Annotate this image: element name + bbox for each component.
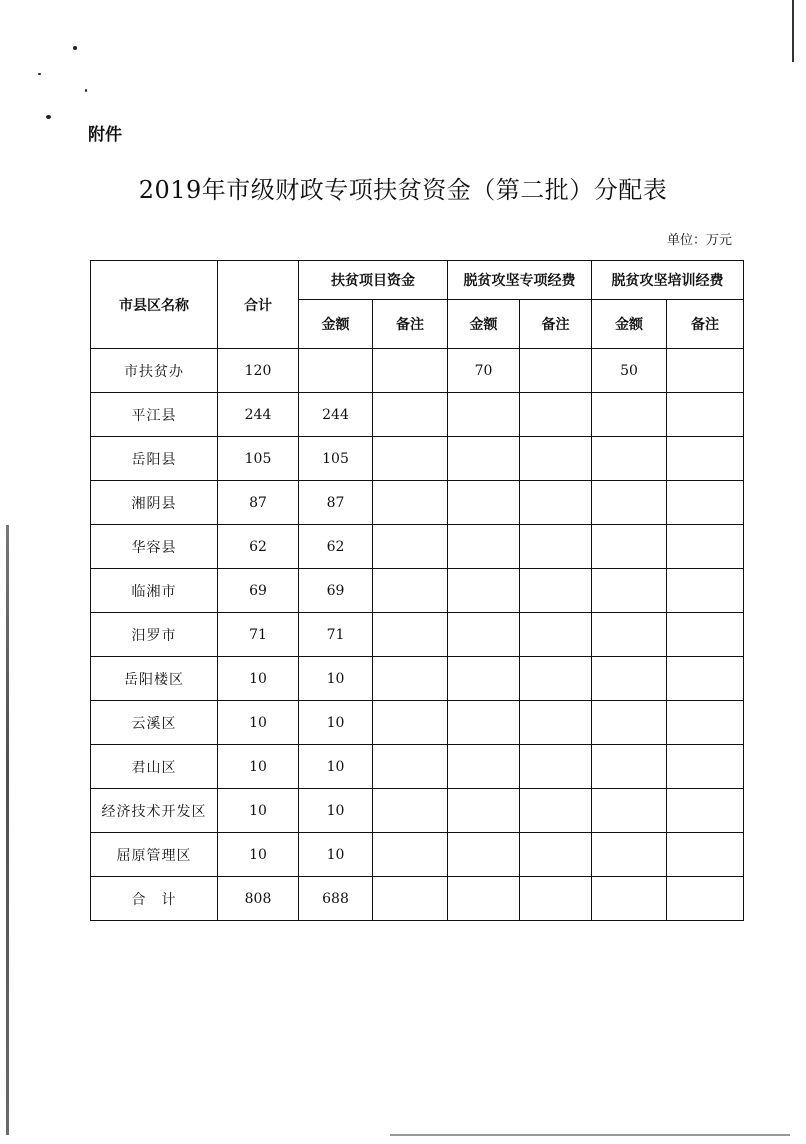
cell-total: 10	[218, 701, 299, 745]
cell-total: 120	[218, 349, 299, 393]
cell-training-remark	[667, 481, 744, 525]
table-row	[91, 349, 744, 393]
cell-project-remark	[373, 393, 448, 437]
cell-special-amount	[448, 481, 520, 525]
scan-speck	[85, 89, 87, 92]
table-row	[91, 481, 744, 525]
cell-district-name: 平江县	[91, 393, 218, 437]
cell-special-amount	[448, 745, 520, 789]
cell-special-remark	[520, 613, 592, 657]
cell-project-remark	[373, 745, 448, 789]
table-row	[91, 701, 744, 745]
cell-special-remark	[520, 393, 592, 437]
table-row	[91, 613, 744, 657]
header-remark: 备注	[520, 300, 592, 349]
header-amount: 金额	[448, 300, 520, 349]
cell-training-remark	[667, 349, 744, 393]
table-row	[91, 437, 744, 481]
scan-edge-bottom	[390, 1134, 790, 1136]
cell-project-remark	[373, 481, 448, 525]
cell-training-amount	[592, 569, 667, 613]
cell-project-amount: 10	[299, 833, 373, 877]
cell-district-name: 汨罗市	[91, 613, 218, 657]
allocation-table	[90, 260, 744, 921]
header-special-funds: 脱贫攻坚专项经费	[448, 261, 592, 300]
header-district: 市县区名称	[91, 261, 218, 349]
cell-project-amount: 244	[299, 393, 373, 437]
cell-total: 244	[218, 393, 299, 437]
cell-project-remark	[373, 701, 448, 745]
scan-edge-right	[792, 0, 794, 62]
cell-project-remark	[373, 789, 448, 833]
cell-special-remark	[520, 789, 592, 833]
table-row	[91, 789, 744, 833]
cell-training-remark	[667, 525, 744, 569]
cell-special-remark	[520, 525, 592, 569]
cell-special-remark	[520, 701, 592, 745]
cell-training-remark	[667, 393, 744, 437]
page-title: 2019年市级财政专项扶贫资金（第二批）分配表	[138, 176, 668, 204]
cell-project-amount: 62	[299, 525, 373, 569]
cell-project-remark	[373, 657, 448, 701]
cell-special-amount	[448, 657, 520, 701]
cell-project-amount: 688	[299, 877, 373, 921]
cell-special-amount	[448, 393, 520, 437]
cell-training-amount	[592, 745, 667, 789]
cell-training-amount	[592, 877, 667, 921]
cell-special-remark	[520, 877, 592, 921]
cell-special-remark	[520, 745, 592, 789]
cell-total: 808	[218, 877, 299, 921]
cell-district-name: 屈原管理区	[91, 833, 218, 877]
cell-special-amount	[448, 789, 520, 833]
cell-project-amount: 10	[299, 789, 373, 833]
table-row	[91, 833, 744, 877]
cell-district-name: 经济技术开发区	[91, 789, 218, 833]
attachment-label: 附件	[88, 125, 122, 145]
table-row	[91, 745, 744, 789]
table-row	[91, 569, 744, 613]
cell-training-amount	[592, 437, 667, 481]
cell-special-remark	[520, 657, 592, 701]
cell-district-name: 华容县	[91, 525, 218, 569]
scan-speck	[46, 115, 51, 119]
cell-special-amount	[448, 701, 520, 745]
table-row	[91, 525, 744, 569]
cell-project-amount: 10	[299, 701, 373, 745]
cell-special-remark	[520, 569, 592, 613]
cell-district-name: 市扶贫办	[91, 349, 218, 393]
cell-training-remark	[667, 833, 744, 877]
header-total: 合计	[218, 261, 299, 349]
unit-label: 单位：万元	[666, 233, 732, 248]
cell-total: 87	[218, 481, 299, 525]
cell-training-amount	[592, 613, 667, 657]
cell-district-name: 岳阳楼区	[91, 657, 218, 701]
cell-project-remark	[373, 437, 448, 481]
cell-special-amount: 70	[448, 349, 520, 393]
cell-total: 10	[218, 657, 299, 701]
header-amount: 金额	[592, 300, 667, 349]
scan-speck	[38, 73, 41, 75]
cell-district-name: 岳阳县	[91, 437, 218, 481]
cell-project-amount: 10	[299, 657, 373, 701]
cell-special-amount	[448, 525, 520, 569]
cell-district-name: 临湘市	[91, 569, 218, 613]
cell-total: 10	[218, 833, 299, 877]
cell-training-amount	[592, 657, 667, 701]
cell-project-amount: 69	[299, 569, 373, 613]
cell-training-remark	[667, 657, 744, 701]
header-amount: 金额	[299, 300, 373, 349]
cell-project-amount: 105	[299, 437, 373, 481]
cell-special-remark	[520, 481, 592, 525]
cell-training-remark	[667, 877, 744, 921]
cell-project-amount: 71	[299, 613, 373, 657]
cell-project-amount: 10	[299, 745, 373, 789]
cell-project-remark	[373, 349, 448, 393]
cell-project-amount	[299, 349, 373, 393]
table-row	[91, 877, 744, 921]
cell-special-amount	[448, 833, 520, 877]
cell-total: 69	[218, 569, 299, 613]
cell-total: 62	[218, 525, 299, 569]
cell-special-remark	[520, 833, 592, 877]
cell-special-remark	[520, 437, 592, 481]
table-body	[91, 349, 744, 921]
cell-training-amount	[592, 833, 667, 877]
cell-special-remark	[520, 349, 592, 393]
cell-project-remark	[373, 833, 448, 877]
cell-training-amount: 50	[592, 349, 667, 393]
table-row	[91, 393, 744, 437]
cell-training-amount	[592, 701, 667, 745]
cell-training-remark	[667, 745, 744, 789]
cell-training-remark	[667, 789, 744, 833]
cell-training-remark	[667, 701, 744, 745]
cell-total: 10	[218, 745, 299, 789]
scan-edge-left	[6, 525, 9, 1135]
table-row	[91, 657, 744, 701]
cell-special-amount	[448, 613, 520, 657]
cell-total: 10	[218, 789, 299, 833]
cell-special-amount	[448, 877, 520, 921]
cell-training-amount	[592, 393, 667, 437]
cell-training-amount	[592, 525, 667, 569]
cell-project-remark	[373, 613, 448, 657]
cell-special-amount	[448, 437, 520, 481]
header-remark: 备注	[373, 300, 448, 349]
cell-special-amount	[448, 569, 520, 613]
cell-district-name: 云溪区	[91, 701, 218, 745]
cell-total: 105	[218, 437, 299, 481]
cell-total: 71	[218, 613, 299, 657]
header-poverty-project-funds: 扶贫项目资金	[299, 261, 448, 300]
cell-district-name: 湘阴县	[91, 481, 218, 525]
cell-project-remark	[373, 525, 448, 569]
cell-project-remark	[373, 569, 448, 613]
cell-project-remark	[373, 877, 448, 921]
header-remark: 备注	[667, 300, 744, 349]
cell-training-amount	[592, 481, 667, 525]
cell-training-remark	[667, 437, 744, 481]
cell-training-remark	[667, 613, 744, 657]
cell-training-amount	[592, 789, 667, 833]
cell-district-name: 君山区	[91, 745, 218, 789]
header-training-funds: 脱贫攻坚培训经费	[592, 261, 744, 300]
scan-speck	[73, 46, 77, 50]
cell-project-amount: 87	[299, 481, 373, 525]
cell-district-name: 合 计	[91, 877, 218, 921]
cell-training-remark	[667, 569, 744, 613]
